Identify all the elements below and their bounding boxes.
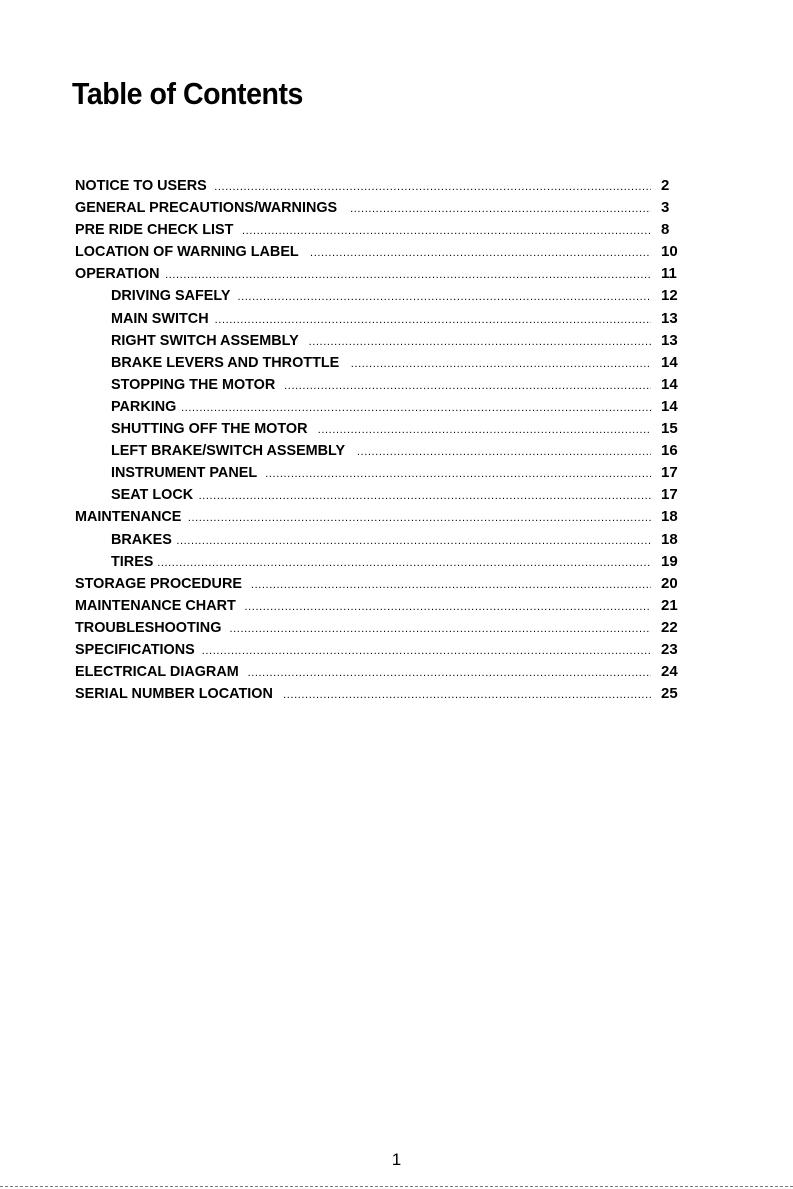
dot-leader: [265, 463, 651, 485]
toc-entry[interactable]: [75, 529, 685, 551]
toc-entry-label: LOCATION OF WARNING LABEL: [75, 243, 299, 261]
toc-entry-label: MAIN SWITCH: [111, 309, 209, 327]
toc-entry[interactable]: [75, 462, 685, 484]
page-bottom-divider: [0, 1186, 793, 1187]
toc-entry-page: 3: [661, 199, 670, 217]
toc-entry[interactable]: [75, 263, 685, 285]
dot-leader: [350, 198, 651, 220]
toc-entry-label: BRAKES: [111, 530, 172, 548]
toc-entry[interactable]: [75, 506, 685, 528]
toc-entry-page: 20: [661, 574, 678, 592]
toc-entry-page: 13: [661, 331, 678, 349]
dot-leader: [188, 507, 651, 529]
toc-entry[interactable]: [75, 595, 685, 617]
toc-entry[interactable]: [75, 175, 685, 197]
toc-entry[interactable]: [75, 418, 685, 440]
toc-entry-page: 25: [661, 685, 678, 703]
dot-leader: [251, 574, 651, 596]
toc-entry-page: 18: [661, 508, 678, 526]
dot-leader: [318, 419, 651, 441]
toc-entry-page: 12: [661, 287, 678, 305]
toc-entry[interactable]: [75, 639, 685, 661]
toc-entry-label: ELECTRICAL DIAGRAM: [75, 663, 239, 681]
toc-entry-page: 8: [661, 221, 670, 239]
toc-entry-page: 23: [661, 640, 678, 658]
dot-leader: [351, 353, 651, 375]
dot-leader: [248, 662, 651, 684]
toc-entry-page: 2: [661, 177, 670, 194]
toc-entry-page: 11: [661, 265, 677, 283]
toc-entry[interactable]: [75, 440, 685, 462]
toc-entry-label: SEAT LOCK: [111, 486, 194, 504]
toc-entry-page: 24: [661, 663, 678, 681]
toc-entry-page: 17: [661, 486, 678, 504]
toc-entry[interactable]: [75, 241, 685, 263]
dot-leader: [157, 552, 651, 574]
toc-entry-page: 14: [661, 353, 678, 371]
toc-entry-page: 17: [661, 464, 678, 482]
dot-leader: [242, 220, 651, 242]
toc-entry-label: LEFT BRAKE/SWITCH ASSEMBLY: [111, 442, 346, 460]
toc-entry-page: 14: [661, 375, 678, 393]
toc-entry-label: GENERAL PRECAUTIONS/WARNINGS: [75, 199, 338, 217]
dot-leader: [165, 264, 651, 286]
page-title: Table of Contents: [72, 76, 303, 111]
toc-entry[interactable]: [75, 330, 685, 352]
toc-entry-page: 10: [661, 243, 678, 261]
dot-leader: [245, 596, 652, 618]
toc-entry-label: SERIAL NUMBER LOCATION: [75, 685, 273, 703]
toc-entry-label: PRE RIDE CHECK LIST: [75, 221, 234, 239]
dot-leader: [283, 684, 651, 706]
dot-leader: [176, 530, 651, 552]
toc-entry[interactable]: [75, 484, 685, 506]
toc-entry-page: 21: [661, 596, 678, 614]
toc-entry-page: 16: [661, 442, 678, 460]
toc-entry[interactable]: [75, 308, 685, 330]
dot-leader: [181, 397, 651, 419]
toc-entry-label: OPERATION: [75, 265, 160, 283]
toc-entry[interactable]: [75, 374, 685, 396]
dot-leader: [237, 286, 651, 308]
toc-entry[interactable]: [75, 683, 685, 705]
dot-leader: [310, 242, 651, 264]
toc-entry-page: 13: [661, 309, 678, 327]
toc-entry[interactable]: [75, 197, 685, 219]
toc-entry-label: INSTRUMENT PANEL: [111, 464, 258, 482]
toc-entry-label: SHUTTING OFF THE MOTOR: [111, 420, 308, 438]
page-number: 1: [391, 1150, 402, 1169]
toc-entry-label: NOTICE TO USERS: [75, 177, 207, 194]
table-of-contents: [75, 175, 685, 705]
toc-entry-label: TROUBLESHOOTING: [75, 618, 222, 636]
toc-entry-label: SPECIFICATIONS: [75, 640, 195, 658]
toc-entry[interactable]: [75, 551, 685, 573]
toc-entry[interactable]: [75, 661, 685, 683]
toc-entry-page: 15: [661, 420, 678, 438]
toc-entry[interactable]: [75, 219, 685, 241]
toc-entry-page: 14: [661, 397, 678, 415]
toc-entry[interactable]: [75, 617, 685, 639]
dot-leader: [284, 375, 651, 397]
toc-entry[interactable]: [75, 573, 685, 595]
dot-leader: [309, 331, 651, 353]
toc-entry-label: MAINTENANCE CHART: [75, 596, 236, 614]
toc-entry-label: RIGHT SWITCH ASSEMBLY: [111, 331, 299, 349]
toc-entry-label: STOPPING THE MOTOR: [111, 375, 276, 393]
toc-entry[interactable]: [75, 285, 685, 307]
toc-entry-label: MAINTENANCE: [75, 508, 182, 526]
dot-leader: [230, 618, 652, 640]
dot-leader: [215, 309, 651, 331]
toc-entry[interactable]: [75, 352, 685, 374]
toc-entry-label: TIRES: [111, 552, 154, 570]
toc-entry-label: STORAGE PROCEDURE: [75, 574, 242, 592]
toc-entry-label: PARKING: [111, 397, 177, 415]
toc-entry[interactable]: [75, 396, 685, 418]
toc-entry-label: BRAKE LEVERS AND THROTTLE: [111, 353, 340, 371]
dot-leader: [357, 441, 651, 463]
toc-entry-page: 22: [661, 618, 678, 636]
dot-leader: [214, 176, 651, 198]
toc-entry-page: 18: [661, 530, 678, 548]
dot-leader: [199, 485, 651, 507]
dot-leader: [202, 640, 651, 662]
toc-entry-label: DRIVING SAFELY: [111, 287, 231, 305]
toc-entry-page: 19: [661, 552, 678, 570]
